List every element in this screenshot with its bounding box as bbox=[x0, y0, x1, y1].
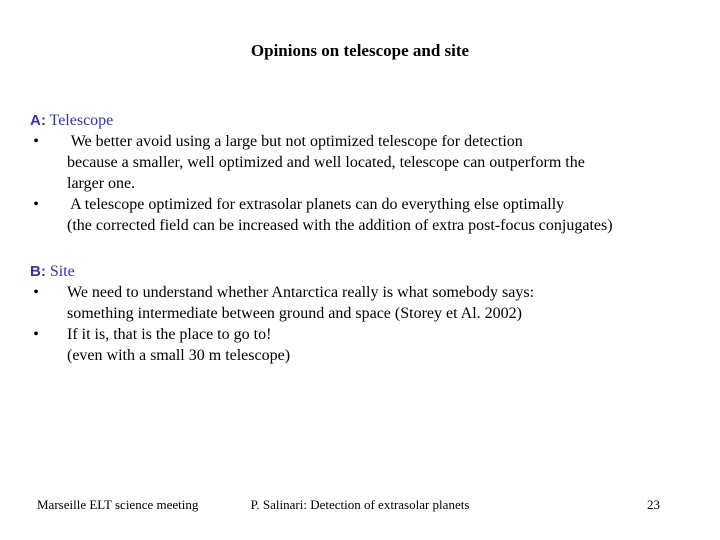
bullet-line: larger one. bbox=[67, 175, 136, 192]
bullet-line: (even with a small 30 m telescope) bbox=[67, 347, 291, 364]
section-key: A: bbox=[30, 112, 46, 129]
page-number: 23 bbox=[647, 497, 660, 512]
section-key: B: bbox=[30, 263, 46, 280]
bullet-line: If it is, that is the place to go to! bbox=[67, 326, 272, 343]
bullet-line: something intermediate between ground and space (Storey et Al. 2002) bbox=[67, 305, 522, 322]
section-site bbox=[30, 261, 700, 366]
bullet-line: We better avoid using a large but not optimized telescope for detection bbox=[67, 133, 523, 150]
bullet-line: A telescope optimized for extrasolar planets can do everything else optimally bbox=[67, 196, 565, 213]
section-label: Site bbox=[49, 263, 75, 280]
footer-author-title: P. Salinari: Detection of extrasolar planets bbox=[250, 497, 470, 512]
footer-event: Marseille ELT science meeting bbox=[37, 497, 199, 512]
list-item bbox=[30, 131, 700, 194]
list-item bbox=[30, 194, 700, 236]
bullet-line: because a smaller, well optimized and well located, telescope can outperform the bbox=[67, 154, 585, 171]
list-item bbox=[30, 282, 700, 324]
bullet-icon: • bbox=[33, 326, 39, 343]
list-item bbox=[30, 324, 700, 366]
slide-title: Opinions on telescope and site bbox=[250, 41, 470, 60]
section-heading-site bbox=[30, 261, 700, 282]
bullet-line: (the corrected field can be increased with the addition of extra post-focus conjugates) bbox=[67, 217, 613, 234]
bullet-icon: • bbox=[33, 196, 39, 213]
section-label: Telescope bbox=[49, 112, 114, 129]
section-telescope bbox=[30, 110, 700, 236]
bullet-icon: • bbox=[33, 133, 39, 150]
section-heading-telescope bbox=[30, 110, 700, 131]
bullet-icon: • bbox=[33, 284, 39, 301]
bullet-line: We need to understand whether Antarctica really is what somebody says: bbox=[67, 284, 535, 301]
